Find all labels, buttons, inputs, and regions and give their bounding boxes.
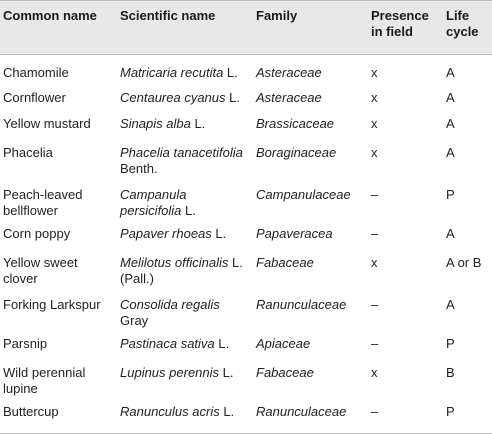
cell-family: Boraginaceae: [256, 144, 337, 160]
cell-presence: x: [371, 115, 378, 131]
cell-family: Papaveracea: [256, 225, 333, 241]
authority: Benth.: [120, 160, 158, 176]
table-row: [0, 55, 492, 90]
table-header: [0, 1, 492, 55]
cell-scientific-name: [116, 55, 252, 90]
cell-family: Fabaceae: [256, 364, 314, 380]
cell-life-cycle: A: [446, 89, 455, 105]
cell-common-name: Parsnip: [3, 335, 48, 351]
cell-common-name: Wild perennial lupine: [3, 364, 86, 396]
table-row: [0, 226, 492, 252]
authority: L.: [223, 65, 238, 80]
cell-life-cycle: A: [446, 115, 455, 131]
cell-common-name: Chamomile: [3, 65, 69, 80]
species-name: Melilotus officinalis: [120, 254, 229, 270]
table-row: [0, 142, 492, 184]
table-row: [0, 404, 492, 434]
species-name: Centaurea cyanus: [120, 89, 226, 105]
authority: L.: [219, 364, 234, 380]
cell-common-name: Peach-leaved bellflower: [3, 186, 83, 218]
cell-life-cycle: P: [446, 186, 455, 202]
cell-life-cycle: P: [442, 404, 492, 434]
authority: Gray: [120, 312, 149, 328]
cell-family: Apiaceae: [256, 335, 311, 351]
table-row: [0, 294, 492, 336]
table-row: [0, 336, 492, 362]
cell-life-cycle: B: [446, 364, 455, 380]
cell-family: Asteraceae: [256, 89, 322, 105]
cell-scientific-name: [116, 294, 252, 336]
header-scientific-name: Scientific name: [116, 1, 252, 55]
species-name: Phacelia tanacetifolia: [120, 144, 243, 160]
header-life-cycle: Life cycle: [442, 1, 492, 55]
authority: L.: [219, 403, 235, 419]
cell-presence: x: [371, 254, 378, 270]
cell-life-cycle: A or B: [446, 254, 482, 270]
cell-scientific-name: [116, 336, 252, 362]
cell-scientific-name: [116, 252, 252, 294]
cell-presence: x: [371, 364, 378, 380]
header-common-name: Common name: [0, 1, 116, 55]
species-name: Campanula persicifolia: [120, 186, 187, 218]
cell-presence: –: [371, 186, 379, 202]
authority: L.: [190, 115, 206, 131]
table-body: [0, 55, 492, 434]
cell-presence: –: [371, 335, 379, 351]
table-row: [0, 90, 492, 116]
cell-presence: x: [371, 144, 378, 160]
table-row: [0, 362, 492, 404]
cell-life-cycle: A: [446, 296, 455, 312]
table-row: [0, 184, 492, 226]
header-row: [0, 1, 492, 55]
cell-presence: x: [371, 65, 378, 80]
table-row: [0, 116, 492, 142]
header-family: Family: [252, 1, 367, 55]
authority: L. (Pall.): [120, 254, 243, 286]
cell-scientific-name: [116, 142, 252, 184]
cell-presence: x: [371, 89, 378, 105]
cell-common-name: Cornflower: [3, 89, 66, 105]
cell-scientific-name: [116, 90, 252, 116]
cell-scientific-name: [116, 184, 252, 226]
cell-common-name: Buttercup: [0, 404, 116, 434]
cell-family: Brassicaceae: [256, 115, 335, 131]
authority: L.: [181, 202, 196, 218]
cell-common-name: Forking Larkspur: [3, 296, 101, 312]
cell-life-cycle: P: [446, 335, 455, 351]
cell-common-name: Corn poppy: [3, 225, 71, 241]
cell-scientific-name: [116, 226, 252, 252]
cell-scientific-name: [116, 404, 252, 434]
cell-common-name: Phacelia: [3, 144, 53, 160]
header-presence-in-field: Presence in field: [367, 1, 442, 55]
table-row: [0, 252, 492, 294]
cell-life-cycle: A: [446, 65, 455, 80]
cell-family: Fabaceae: [256, 254, 314, 270]
species-name: Pastinaca sativa: [120, 335, 215, 351]
cell-family: Asteraceae: [256, 65, 322, 80]
cell-family: Ranunculaceae: [252, 404, 367, 434]
authority: L.: [211, 225, 227, 241]
cell-life-cycle: A: [446, 225, 455, 241]
cell-scientific-name: [116, 116, 252, 142]
cell-life-cycle: A: [446, 144, 455, 160]
cell-scientific-name: [116, 362, 252, 404]
cell-presence: –: [371, 296, 379, 312]
species-name: Consolida regalis: [120, 296, 220, 312]
authority: L.: [225, 89, 240, 105]
species-name: Ranunculus acris: [120, 403, 220, 419]
species-name: Sinapis alba: [120, 115, 191, 131]
cell-family: Campanulaceae: [256, 186, 351, 202]
species-name: Matricaria recutita: [120, 65, 224, 80]
cell-common-name: Yellow mustard: [3, 115, 91, 131]
cell-presence: –: [367, 404, 442, 434]
cell-common-name: Yellow sweet clover: [3, 254, 78, 286]
cell-family: Ranunculaceae: [256, 296, 347, 312]
authority: L.: [214, 335, 230, 351]
species-name: Papaver rhoeas: [120, 225, 212, 241]
species-name: Lupinus perennis: [120, 364, 220, 380]
cell-presence: –: [371, 225, 379, 241]
